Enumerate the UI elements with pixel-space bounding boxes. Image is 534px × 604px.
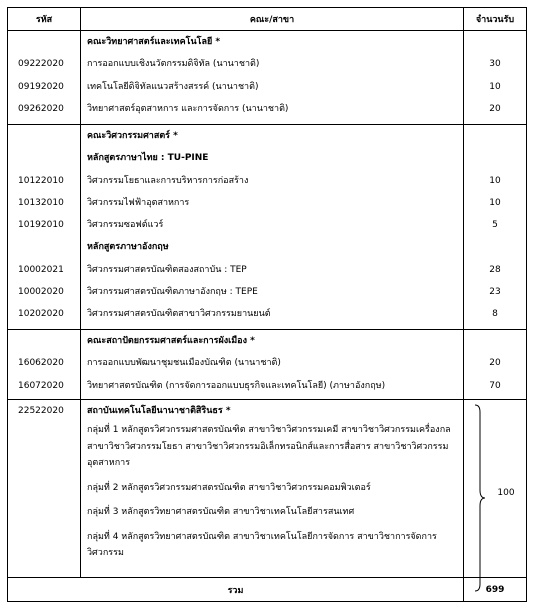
program-quota: 100	[497, 488, 515, 498]
program-code: 10002020	[18, 287, 64, 298]
section-siit	[8, 400, 527, 578]
quota-column	[464, 31, 527, 125]
program-code: 09222020	[18, 59, 64, 70]
program-column	[81, 31, 464, 125]
program-name: เทคโนโลยีดิจิทัลแนวสร้างสรรค์ (นานาชาติ)	[87, 81, 259, 92]
program-code: 16062020	[18, 358, 64, 369]
program-code: 10122010	[18, 175, 64, 186]
program-column	[81, 330, 464, 400]
table-header-row	[8, 8, 527, 31]
brace-icon	[474, 404, 486, 592]
program-group: กลุ่มที่ 4 หลักสูตรวิทยาศาสตรบัณฑิต สาขาวิชาเทคโนโลยีการจัดการ สาขาวิชาการจัดการวิศวกรรม	[87, 531, 437, 559]
program-quota: 10	[489, 197, 501, 208]
section-architecture	[8, 330, 527, 400]
program-code: 10132010	[18, 197, 64, 208]
section-science-technology	[8, 31, 527, 125]
faculty-title: สถาบันเทคโนโลยีนานาชาติสิรินธร *	[87, 406, 231, 416]
quota-column	[464, 330, 527, 400]
faculty-title: คณะสถาปัตยกรรมศาสตร์และการผังเมือง *	[87, 336, 255, 346]
admission-quota-table	[7, 7, 527, 602]
program-quota: 10	[489, 175, 501, 186]
header-faculty-major: คณะ/สาขา	[81, 8, 464, 31]
program-group: กลุ่มที่ 2 หลักสูตรวิศวกรรมศาสตรบัณฑิต สาขาวิชาวิศวกรรมคอมพิวเตอร์	[87, 482, 371, 493]
program-quota: 20	[489, 103, 501, 114]
program-name: วิทยาศาสตรบัณฑิต (การจัดการออกแบบธุรกิจและเทคโนโลยี) (ภาษาอังกฤษ)	[87, 380, 386, 391]
header-quota: จำนวนรับ	[464, 8, 527, 31]
program-code: 10002021	[18, 264, 64, 275]
program-name: การออกแบบพัฒนาชุมชนเมืองบัณฑิต (นานาชาติ)	[87, 358, 281, 369]
program-name: วิศวกรรมศาสตรบัณฑิตสองสถาบัน : TEP	[87, 264, 247, 275]
code-column	[8, 31, 81, 125]
program-code: 10192010	[18, 220, 64, 231]
header-code: รหัส	[8, 8, 81, 31]
program-quota: 28	[489, 264, 501, 275]
quota-column	[464, 125, 527, 330]
total-row	[8, 578, 527, 602]
section-engineering	[8, 125, 527, 330]
code-column	[8, 400, 81, 578]
program-name: วิทยาศาสตร์อุตสาหการ และการจัดการ (นานาชาติ)	[87, 103, 289, 114]
program-name: วิศวกรรมโยธาและการบริหารการก่อสร้าง	[87, 175, 249, 186]
quota-column	[464, 400, 527, 578]
program-code: 09262020	[18, 103, 64, 114]
program-name: วิศวกรรมไฟฟ้าอุตสาหการ	[87, 197, 190, 208]
program-quota: 8	[492, 309, 498, 320]
program-code: 10202020	[18, 309, 64, 320]
program-quota: 20	[489, 358, 501, 369]
program-quota: 23	[489, 287, 501, 298]
program-code: 16072020	[18, 380, 64, 391]
program-column	[81, 400, 464, 578]
program-name: วิศวกรรมศาสตรบัณฑิตภาษาอังกฤษ : TEPE	[87, 287, 258, 298]
program-quota: 10	[489, 81, 501, 92]
subgroup-title: หลักสูตรภาษาอังกฤษ	[87, 242, 169, 253]
faculty-title: คณะวิทยาศาสตร์และเทคโนโลยี *	[87, 37, 221, 47]
program-name: วิศวกรรมซอฟต์แวร์	[87, 220, 164, 231]
program-group: กลุ่มที่ 1 หลักสูตรวิศวกรรมศาสตรบัณฑิต สาขาวิชาวิศวกรรมเคมี สาขาวิชาวิศวกรรมเครื่องกล สาขาวิชาวิศวกรรมโยธา สาขาวิชาวิศวกรรมอิเล็กทรอนิกส์และการสื่อสาร สาขาวิชาวิศวกรรมอุตสาหการ	[87, 425, 451, 469]
faculty-title: คณะวิศวกรรมศาสตร์ *	[87, 131, 178, 141]
program-code: 09192020	[18, 81, 64, 92]
program-code: 22522020	[18, 406, 64, 416]
program-group: กลุ่มที่ 3 หลักสูตรวิทยาศาสตรบัณฑิต สาขาวิชาเทคโนโลยีสารสนเทศ	[87, 507, 355, 518]
program-quota: 5	[492, 220, 498, 231]
total-value: 699	[464, 578, 527, 602]
code-column	[8, 330, 81, 400]
code-column	[8, 125, 81, 330]
subgroup-title: หลักสูตรภาษาไทย : TU-PINE	[87, 153, 209, 164]
program-quota: 70	[489, 380, 501, 391]
program-column	[81, 125, 464, 330]
program-name: วิศวกรรมศาสตรบัณฑิตสาขาวิศวกรรมยานยนต์	[87, 309, 271, 320]
total-label: รวม	[8, 578, 464, 602]
program-quota: 30	[489, 59, 501, 70]
program-name: การออกแบบเชิงนวัตกรรมดิจิทัล (นานาชาติ)	[87, 59, 260, 70]
